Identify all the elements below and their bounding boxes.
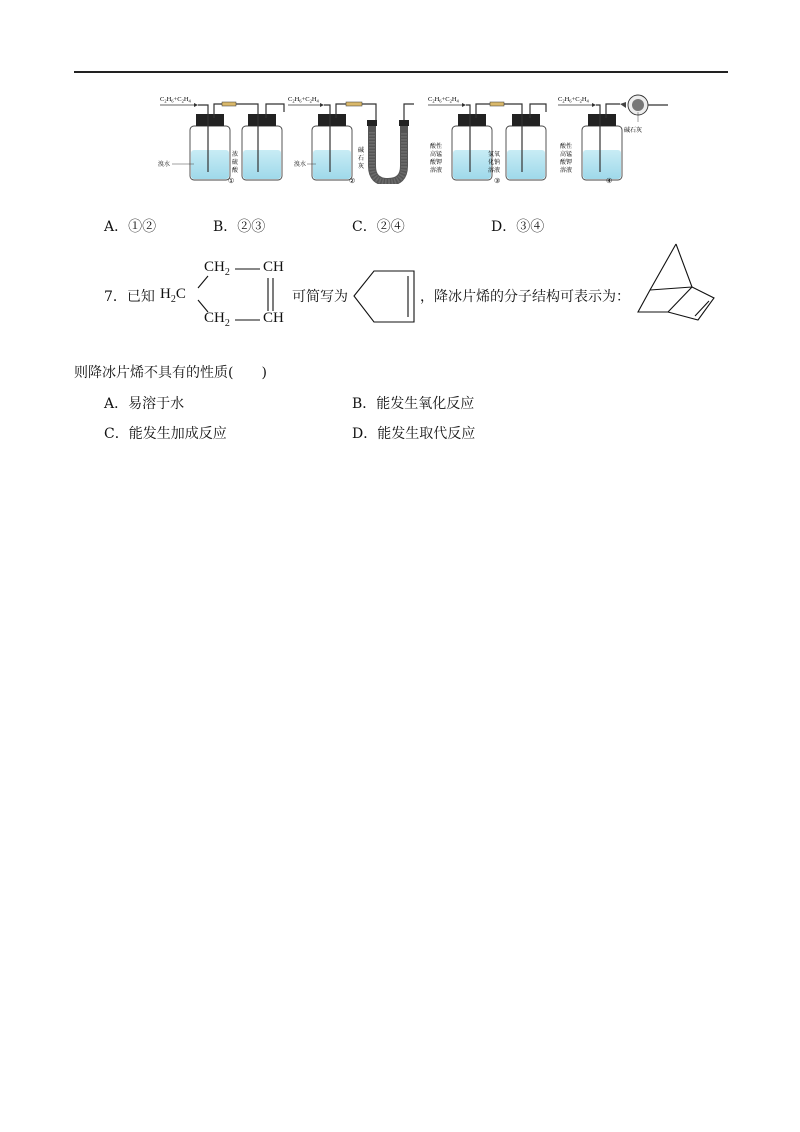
q7-question: 则降冰片烯不具有的性质( ) bbox=[74, 365, 267, 381]
gas-label-3: $C_2H_6+C_2H_4$ bbox=[428, 96, 459, 104]
option-letter: C． bbox=[104, 426, 129, 442]
reagent-label: 酸 bbox=[232, 168, 239, 174]
option-text: 能发生取代反应 bbox=[377, 426, 476, 442]
gas-label-2: $C_2H_6+C_2H_4$ bbox=[288, 96, 319, 104]
gas-label-4: $C_2H_6+C_2H_4$ bbox=[558, 96, 589, 104]
option-letter: B． bbox=[352, 396, 377, 412]
q7-prefix: 7．已知 bbox=[104, 289, 155, 305]
apparatus-set-3 bbox=[428, 96, 546, 184]
reagent-label: 硫 bbox=[232, 160, 239, 166]
stopper-3b bbox=[512, 114, 540, 126]
q6-option-c bbox=[352, 216, 405, 236]
formula-ch2-bottom: $CH_2$ bbox=[204, 310, 230, 329]
liquid-4a bbox=[583, 150, 621, 179]
reagent-label: 高锰 bbox=[430, 152, 443, 158]
u-tube-stopper-left bbox=[367, 120, 377, 126]
set-number: ② bbox=[349, 177, 356, 184]
q7-middle: 可简写为 bbox=[292, 289, 348, 305]
reagent-label: 溶液 bbox=[560, 168, 573, 174]
formula-ch-bottom: CH bbox=[263, 310, 284, 326]
set-number: ③ bbox=[494, 177, 501, 184]
option-letter: D． bbox=[352, 426, 378, 442]
arrow-head-1 bbox=[194, 103, 198, 107]
set-number: ④ bbox=[606, 177, 613, 184]
option-text: 易溶于水 bbox=[128, 396, 185, 412]
rubber-connector-2 bbox=[346, 102, 362, 106]
stopper-1b bbox=[248, 114, 276, 126]
q6-option-b bbox=[213, 216, 265, 236]
option-text: 能发生氧化反应 bbox=[376, 396, 475, 412]
reagent-label: 浓 bbox=[232, 152, 239, 158]
liquid-3b bbox=[507, 150, 545, 179]
gas-washing-apparatus-figure bbox=[150, 92, 680, 184]
q7-option-c bbox=[104, 423, 227, 443]
rubber-connector-3 bbox=[490, 102, 504, 106]
u-tube-outlet bbox=[404, 104, 414, 120]
option-text: 能发生加成反应 bbox=[128, 426, 227, 442]
arrow-head-3 bbox=[462, 103, 466, 107]
option-text: ①② bbox=[128, 219, 157, 235]
q7-option-d bbox=[352, 423, 475, 443]
liquid-1b bbox=[243, 150, 281, 179]
reagent-label: 酸钾 bbox=[560, 160, 573, 166]
apparatus-set-2 bbox=[288, 96, 414, 184]
liquid-2a bbox=[313, 150, 351, 179]
option-letter: D． bbox=[491, 219, 517, 235]
formula-h2c: $H_2C$ bbox=[160, 286, 186, 305]
reagent-label: 溴水 bbox=[158, 162, 171, 168]
liquid-1a bbox=[191, 150, 229, 179]
reagent-label: 化钠 bbox=[488, 160, 501, 166]
reagent-label: 碱石灰 bbox=[624, 128, 643, 134]
reagent-label: 溶液 bbox=[488, 168, 501, 174]
reagent-label: 酸性 bbox=[560, 144, 573, 150]
u-tube-stopper-right bbox=[399, 120, 409, 126]
drying-tube-neck bbox=[620, 102, 626, 108]
q6-option-d bbox=[491, 216, 544, 236]
reagent-label: 酸钾 bbox=[430, 160, 443, 166]
header-rule bbox=[74, 71, 728, 73]
reagent-label: 溴水 bbox=[294, 162, 307, 168]
stopper-4a bbox=[588, 114, 616, 126]
u-tube bbox=[372, 124, 404, 182]
cyclopentene-skeletal bbox=[352, 268, 418, 326]
reagent-label: 灰 bbox=[358, 164, 365, 170]
stopper-1a bbox=[196, 114, 224, 126]
q7-suffix: ，降冰片烯的分子结构可表示为： bbox=[420, 289, 630, 305]
drying-tube-fill bbox=[632, 99, 644, 111]
option-letter: A． bbox=[104, 396, 129, 412]
reagent-label: 氢氧 bbox=[488, 152, 501, 158]
stopper-3a bbox=[458, 114, 486, 126]
stopper-2a bbox=[318, 114, 346, 126]
q6-option-a bbox=[104, 216, 156, 236]
rubber-connector-1 bbox=[222, 102, 236, 106]
formula-ch2-top: $CH_2$ bbox=[204, 259, 230, 278]
arrow-head-4 bbox=[592, 103, 596, 107]
q7-option-b bbox=[352, 393, 474, 413]
apparatus-set-1 bbox=[158, 96, 284, 184]
option-letter: C． bbox=[352, 219, 377, 235]
norbornene-skeletal bbox=[632, 240, 724, 324]
reagent-label: 碱 bbox=[358, 148, 365, 154]
reagent-label: 溶液 bbox=[430, 168, 443, 174]
apparatus-set-4 bbox=[558, 95, 668, 184]
option-letter: A． bbox=[104, 219, 129, 235]
reagent-label: 高锰 bbox=[560, 152, 573, 158]
reagent-label: 石 bbox=[358, 156, 365, 162]
liquid-3a bbox=[453, 150, 491, 179]
formula-ch-top: CH bbox=[263, 259, 284, 275]
option-letter: B． bbox=[213, 219, 238, 235]
option-text: ②④ bbox=[376, 219, 405, 235]
option-text: ③④ bbox=[516, 219, 545, 235]
formula-bonds bbox=[180, 262, 290, 328]
option-text: ②③ bbox=[237, 219, 266, 235]
set-number: ① bbox=[228, 177, 235, 184]
q7-option-a bbox=[104, 393, 184, 413]
reagent-label: 酸性 bbox=[430, 144, 443, 150]
arrow-head-2 bbox=[320, 103, 324, 107]
gas-label-1: $C_2H_6+C_2H_4$ bbox=[160, 96, 191, 104]
